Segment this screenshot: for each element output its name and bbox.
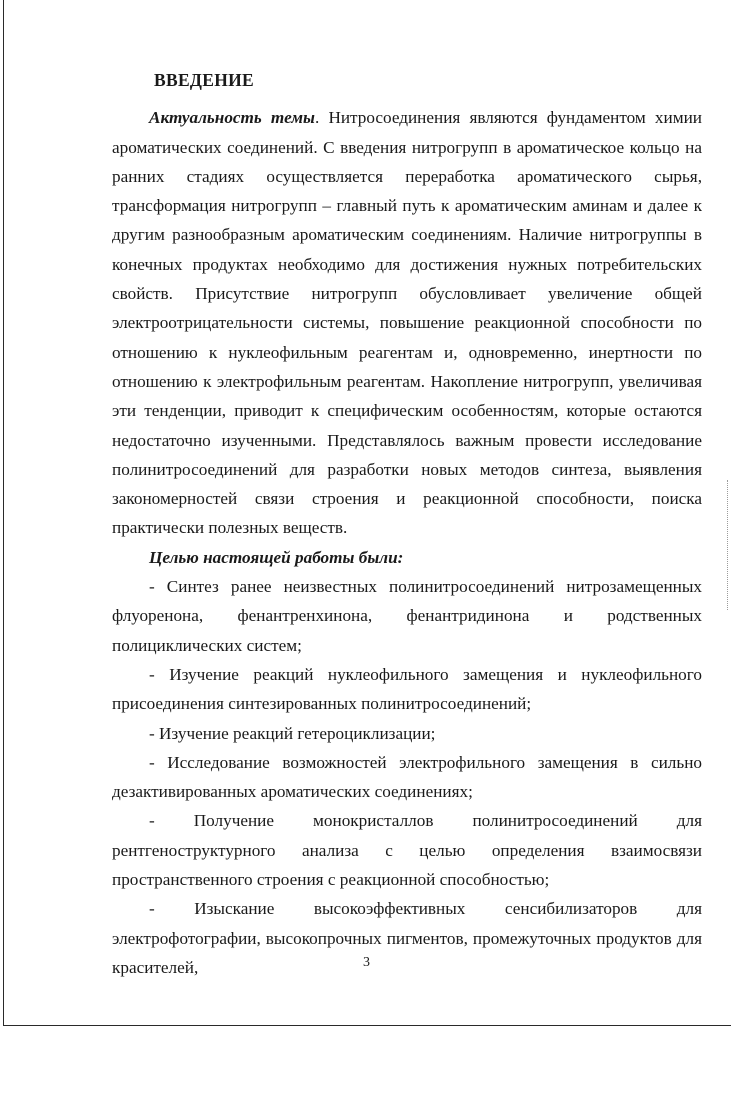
goal-item-electrophilic: - Исследование возможностей электрофильного замещения в сильно дезактивированных ароматических соединениях; [112, 752, 702, 802]
goal-item-sensitizers: - Изыскание высокоэффективных сенсибилизаторов для электрофотографии, высокопрочных пигментов, промежуточных продуктов для красителей, [112, 899, 702, 977]
goals-heading: Целью настоящей работы были: [149, 547, 404, 567]
relevance-lead: Актуальность темы [149, 108, 315, 128]
goal-item-nucleophilic: - Изучение реакций нуклеофильного замещения и нуклеофильного присоединения синтезированных полинитросоединений; [112, 664, 702, 714]
page-number: 3 [363, 955, 370, 970]
goal-item-crystals: - Получение монокристаллов полинитросоединений для рентгеноструктурного анализа с целью определения взаимосвязи пространственного строения с реакционной способностью; [112, 811, 702, 890]
relevance-paragraph [112, 103, 702, 542]
goal-item-synthesis: - Синтез ранее неизвестных полинитросоединений нитрозамещенных флуоренона, фенантренхинона, фенантридинона и родственных полициклических систем; [112, 577, 702, 655]
scan-bottom-border [3, 1025, 731, 1026]
scan-left-border [3, 0, 4, 1026]
section-heading: ВВЕДЕНИЕ [154, 70, 255, 90]
document-body [112, 66, 702, 982]
relevance-text: . Нитросоединения являются фундаментом химии ароматических соединений. С введения нитрогрупп в ароматическое кольцо на ранних стадиях осуществляется переработка ароматического сырья, трансформация нитрогрупп – главный путь к ароматическим аминам и далее к другим разнообразным ароматическим соединениям. Наличие нитрогруппы в конечных продуктах необходимо для достижения нужных потребительских свойств. Присутствие нитрогрупп обусловливает увеличение общей электроотрицательности системы, повышение реакционной способности по отношению к нуклеофильным реагентам и, одновременно, инертности по отношению к электрофильным реагентам. Накопление нитрогрупп, увеличивая эти тенденции, приводит к специфическим особенностям, которые остаются недостаточно изученными. Представлялось важным провести исследование полинитросоединений для разработки новых методов синтеза, выявления закономерностей связи строения и реакционной способности, поиска практически полезных веществ. [112, 108, 702, 538]
scan-edge-marks [727, 480, 730, 610]
goal-item-heterocyclization: - Изучение реакций гетероциклизации; [149, 723, 436, 743]
